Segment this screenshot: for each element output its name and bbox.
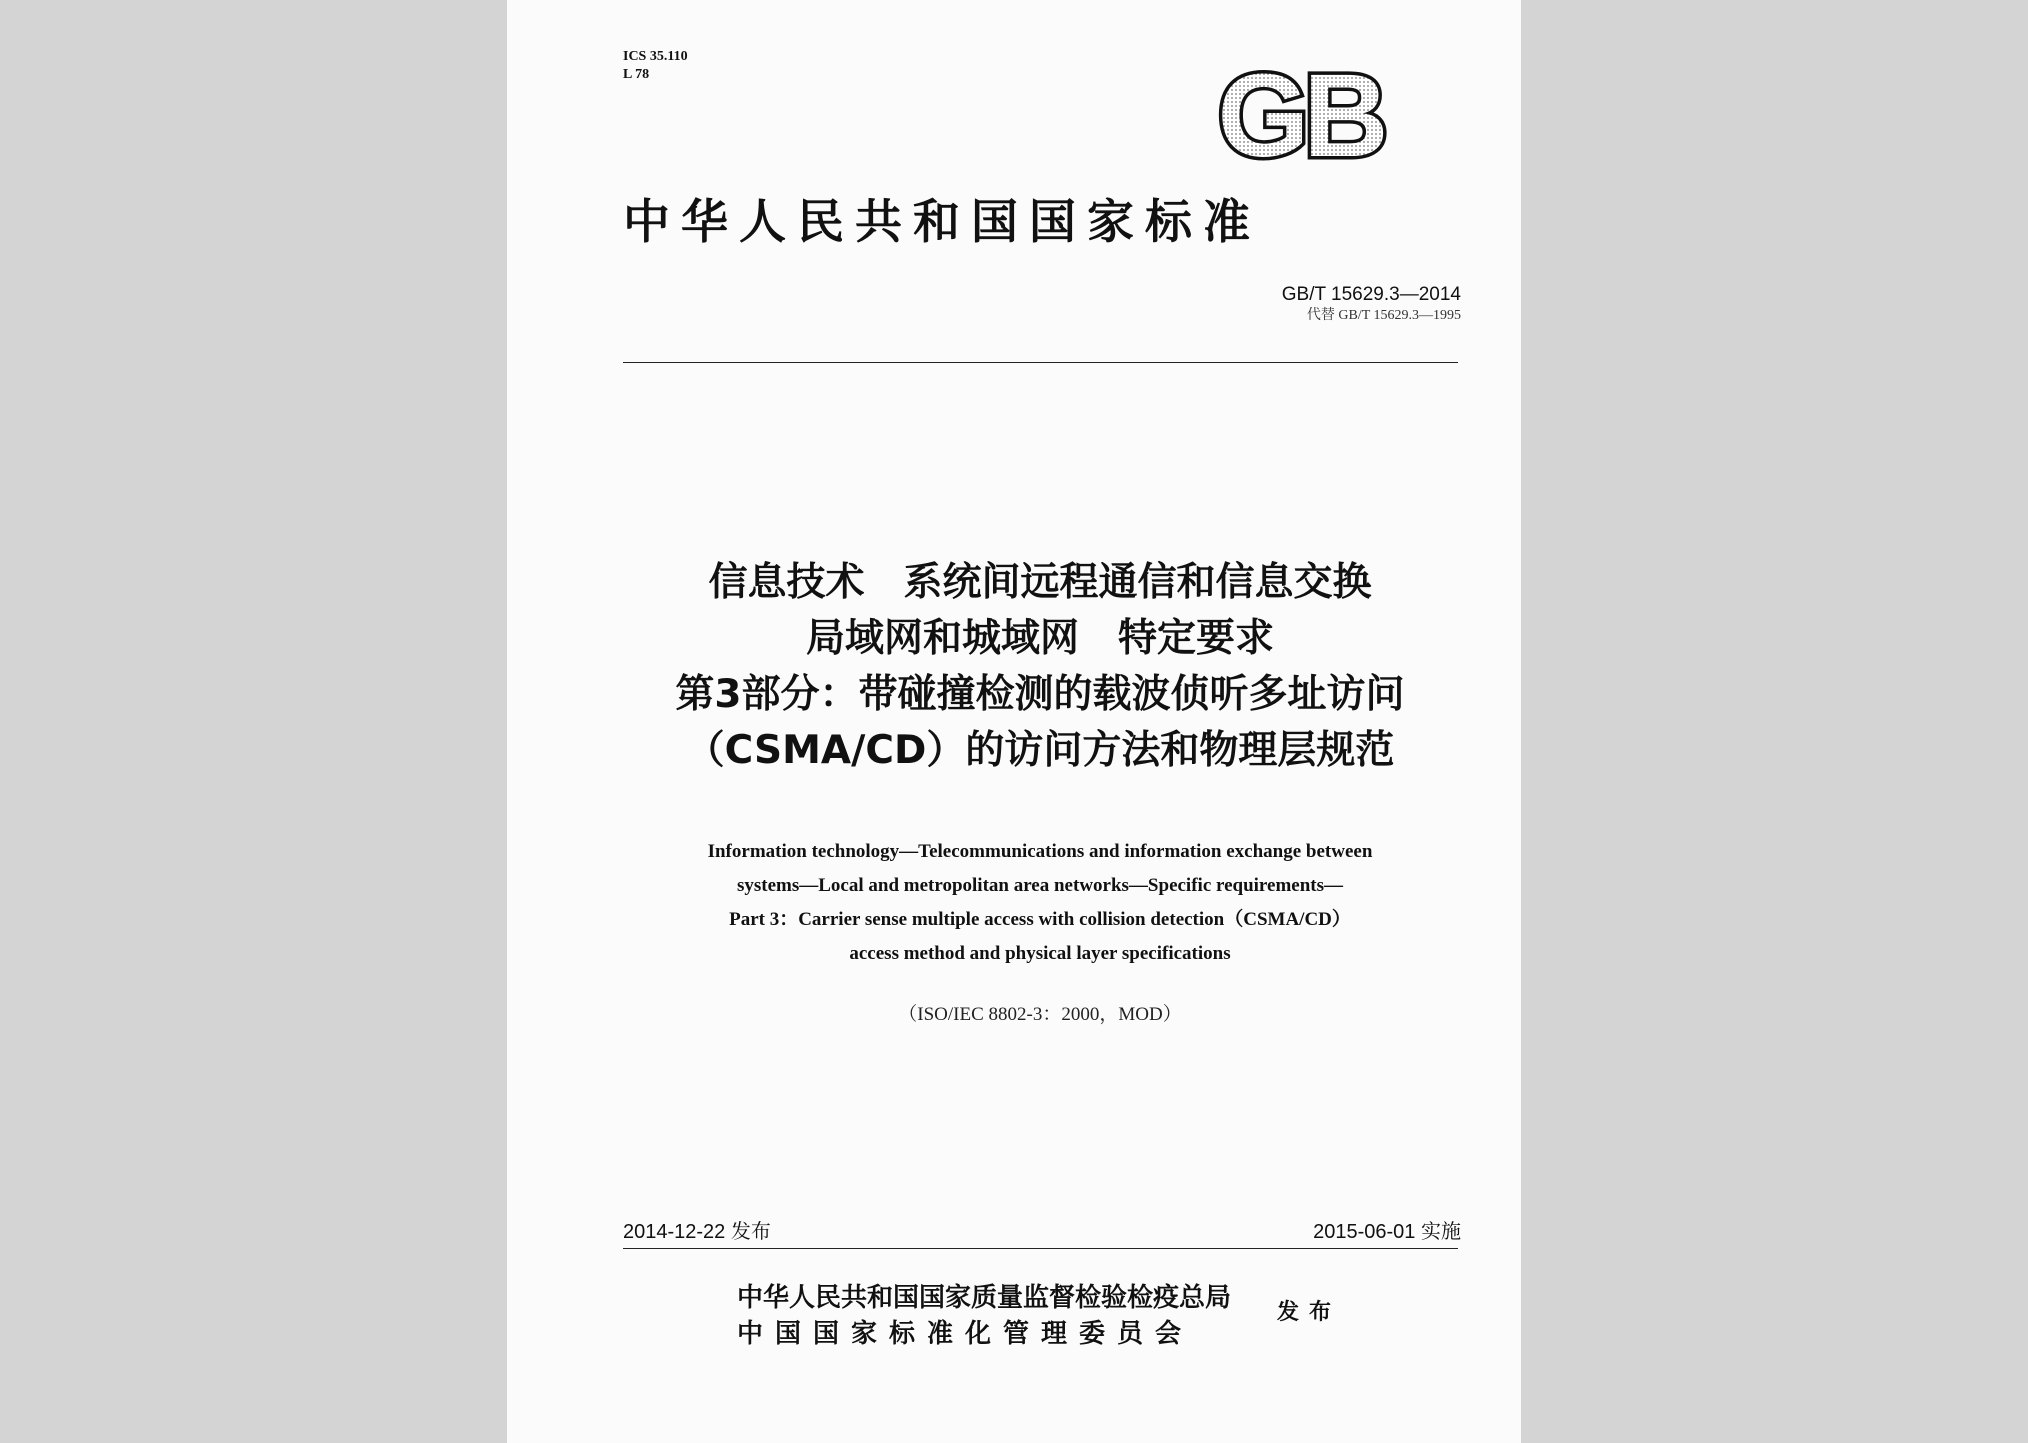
gb-logo bbox=[1194, 60, 1406, 170]
implementation-date: 2015-06-01 实施 bbox=[1313, 1221, 1461, 1243]
standard-cover-page bbox=[507, 0, 1521, 1443]
english-title bbox=[567, 835, 1513, 971]
english-title-line: access method and physical layer specifications bbox=[849, 943, 1231, 964]
chinese-title-line: 局域网和城域网 特定要求 bbox=[805, 616, 1274, 661]
national-standard-heading: 中华人民共和国国家标准 bbox=[623, 195, 1261, 250]
issuer-sac: 中国国家标准化管理委员会 bbox=[737, 1319, 1194, 1349]
chinese-title-line: （CSMA/CD）的访问方法和物理层规范 bbox=[685, 728, 1395, 773]
footer-divider bbox=[623, 1248, 1458, 1249]
chinese-title bbox=[567, 555, 1513, 779]
classification-codes bbox=[623, 48, 688, 84]
issue-date: 2014-12-22 发布 bbox=[623, 1221, 771, 1243]
chinese-title-line: 第3部分：带碰撞检测的载波侦听多址访问 bbox=[675, 672, 1405, 717]
issuer-aqsiq: 中华人民共和国国家质量监督检验检疫总局 bbox=[737, 1283, 1232, 1313]
iso-reference: （ISO/IEC 8802-3：2000，MOD） bbox=[898, 1004, 1182, 1025]
replaced-standard: 代替 GB/T 15629.3—1995 bbox=[1306, 308, 1461, 323]
standard-number: GB/T 15629.3—2014 bbox=[1281, 284, 1461, 305]
issuing-authorities bbox=[737, 1280, 1231, 1352]
english-title-line: Information technology—Telecommunications and information exchange between bbox=[707, 841, 1373, 862]
chinese-title-line: 信息技术 系统间远程通信和信息交换 bbox=[708, 560, 1372, 605]
svg-text:GB: GB bbox=[1217, 60, 1383, 170]
ics-code: ICS 35.110 bbox=[623, 49, 688, 64]
english-title-line: systems—Local and metropolitan area networks—Specific requirements— bbox=[736, 875, 1344, 896]
issued-label: 发布 bbox=[1277, 1299, 1342, 1325]
english-title-line: Part 3：Carrier sense multiple access with collision detection（CSMA/CD） bbox=[729, 909, 1351, 930]
header-divider bbox=[623, 362, 1458, 363]
ccs-code: L 78 bbox=[623, 67, 650, 82]
